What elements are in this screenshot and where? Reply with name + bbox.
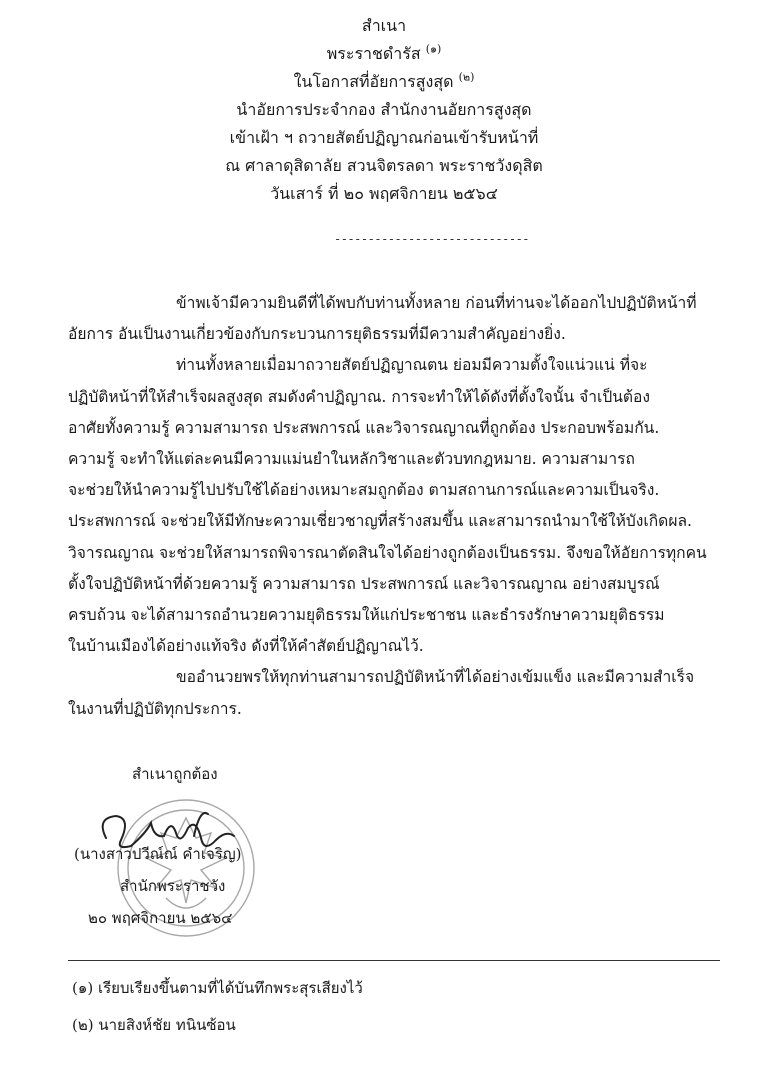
paragraph-line: ตั้งใจปฏิบัติหน้าที่ด้วยความรู้ ความสามารถ ประสพการณ์ และวิจารณญาณ อย่างสมบูรณ์ [68,574,660,593]
paragraph-line: วิจารณญาณ จะช่วยให้สามารถพิจารณาตัดสินใจได้อย่างถูกต้องเป็นธรรม. จึงขอให้อัยการทุกคน [68,543,707,562]
certification-date: ๒๐ พฤศจิกายน ๒๕๖๔ [88,909,233,927]
speech-title-line: พระราชดำรัส $^{(๑)}$ [326,42,442,63]
footnote-divider [68,960,720,961]
paragraph-line: ข้าพเจ้ามีความยินดีที่ได้พบกับท่านทั้งหลาย ก่อนที่ท่านจะได้ออกไปปฏิบัติหน้าที่ [176,294,697,312]
paragraph-line: ในงานที่ปฏิบัติทุกประการ. [68,699,242,718]
copy-label: สำเนา [361,16,407,35]
footnotes [72,970,363,1044]
footnote-2: (๒) นายสิงห์ชัย ทนินซ้อน [72,1016,236,1034]
occasion-line: ในโอกาสที่อัยการสูงสุด $^{(๒)}$ [293,70,475,91]
speech-body [68,288,708,725]
header-separator: ----------------------------- [334,232,530,246]
paragraph-line: อาศัยทั้งความรู้ ความสามารถ ประสพการณ์ และวิจารณญาณที่ถูกต้อง ประกอบพร้อมกัน. [68,418,660,437]
document-header [0,12,768,208]
paragraph-line: ความรู้ จะทำให้แต่ละคนมีความแม่นยำในหลักวิชาและตัวบทกฎหมาย. ความสามารถ [68,450,635,469]
subject-line: นำอัยการประจำกอง สำนักงานอัยการสูงสุด [236,100,532,119]
paragraph-line: ในบ้านเมืองได้อย่างแท้จริง ดังที่ให้คำสัตย์ปฏิญาณไว้. [68,637,424,656]
footnote-ref-2: (๒) [458,70,475,84]
certifier-name: (นางสาวปวีณ์ณ์ คำเจริญ) [74,845,242,863]
paragraph-line: อัยการ อันเป็นงานเกี่ยวข้องกับกระบวนการยุติธรรมที่มีความสำคัญอย่างยิ่ง. [68,325,566,344]
paragraph-line: ขออำนวยพรให้ทุกท่านสามารถปฏิบัติหน้าที่ได้อย่างเข้มแข็ง และมีความสำเร็จ [176,668,695,687]
venue-line: ณ ศาลาดุสิดาลัย สวนจิตรลดา พระราชวังดุสิต [225,156,543,175]
paragraph-line: ครบถ้วน จะได้สามารถอำนวยความยุติธรรมให้แก่ประชาชน และธำรงรักษาความยุติธรรม [68,606,665,625]
certification-block [62,754,362,944]
paragraph-line: ประสพการณ์ จะช่วยให้มีทักษะความเชี่ยวชาญที่สร้างสมขึ้น และสามารถนำมาใช้ให้บังเกิดผล. [68,512,692,531]
paragraph-line: ปฏิบัติหน้าที่ให้สำเร็จผลสูงสุด สมดังคำปฏิญาณ. การจะทำให้ได้ดังที่ตั้งใจนั้น จำเป็นต้อง [68,387,650,406]
certifier-office: สำนักพระราชวัง [120,877,226,895]
date-line: วันเสาร์ ที่ ๒๐ พฤศจิกายน ๒๕๖๔ [270,184,498,203]
paragraph-line: จะช่วยให้นำความรู้ไปปรับใช้ได้อย่างเหมาะสมถูกต้อง ตามสถานการณ์และความเป็นจริง. [68,481,660,500]
footnote-ref-1: (๑) [425,42,442,56]
footnote-1: (๑) เรียบเรียงขึ้นตามที่ได้บันทึกพระสุรเสียงไว้ [72,979,363,997]
purpose-line: เข้าเฝ้า ฯ ถวายสัตย์ปฏิญาณก่อนเข้ารับหน้าที่ [229,128,539,147]
paragraph-line: ท่านทั้งหลายเมื่อมาถวายสัตย์ปฏิญาณตน ย่อมมีความตั้งใจแน่วแน่ ที่จะ [176,356,648,375]
certified-copy-label: สำเนาถูกต้อง [132,765,218,783]
